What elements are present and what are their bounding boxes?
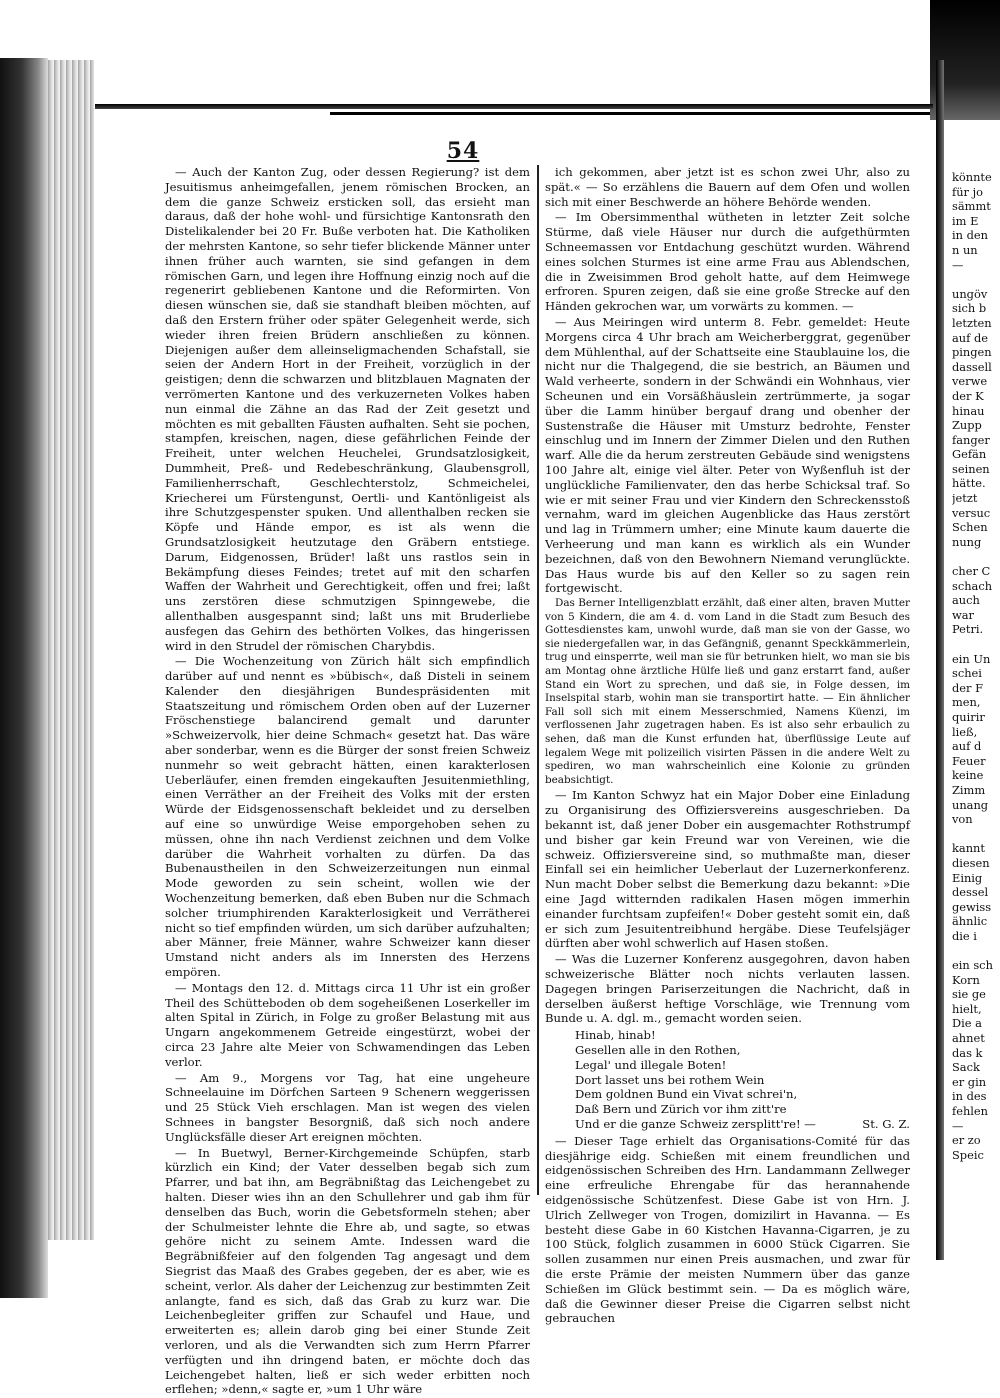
bleed-line: im E bbox=[952, 213, 979, 228]
bleed-line: — bbox=[952, 1118, 964, 1133]
poem-line: Gesellen alle in den Rothen, bbox=[575, 1042, 741, 1057]
header-rule bbox=[95, 104, 933, 109]
bleed-line: cher C bbox=[952, 564, 991, 579]
article-buetwyl: — In Buetwyl, Berner-Kirchgemeinde Schüpfen, starb kürzlich ein Kind; der Vater desselben begab sich zum Pfarrer, und bat ihn, am Begräbnißtag das Leichengebet zu halten. Dieser wies ihn an den Schullehrer und gab ihm für denselben das Buch, worin die Gebetsformeln stehen; aber der Schulmeister lehnte die Ehre ab, und sagte, so etwas gehöre nicht zu seinem Amte. Indessen ward die Begräbnißfeier auf den folgenden Tag angesagt und dem Siegrist das Maaß des Grabes gegeben, der es aber, wie es scheint, verlor. Als daher der Leichenzug zur bestimmten Zeit anlangte, fand es sich, daß das Grab zu kurz war. Die Leichenbegleiter griffen zur Schaufel und Haue, und erweiterten es; allein darob ging bei einer Stunde Zeit verloren, und als die Verwandten sich zum Herrn Pfarrer verfügten und ihn dringend baten, er möchte doch das Leichengebet halten, ließ er sich weder erbitten noch erflehen; »denn,« sagte er, »um 1 Uhr wäre bbox=[165, 1145, 530, 1397]
bleed-line: jetzt bbox=[952, 491, 978, 506]
bleed-line: auch bbox=[952, 593, 980, 608]
bleed-line bbox=[952, 549, 1000, 564]
bleed-line: er zo bbox=[952, 1133, 981, 1148]
bleed-line: Zupp bbox=[952, 418, 982, 433]
right-column bbox=[545, 165, 910, 1327]
bleed-line: verwe bbox=[952, 374, 988, 389]
bleed-line: Feuer bbox=[952, 753, 986, 768]
poem-line: Dem goldnen Bund ein Vivat schrei'n, bbox=[575, 1087, 798, 1102]
bleed-line: ließ, bbox=[952, 724, 978, 739]
column-divider bbox=[537, 165, 539, 1195]
bleed-line: ein sch bbox=[952, 958, 993, 973]
bleed-line: Einig bbox=[952, 870, 983, 885]
article-luzerner-konferenz: — Was die Luzerner Konferenz ausgegohren, davon haben schweizerische Blätter noch nichts verlauten lassen. Dagegen bringen Pariserzeitungen die Nachricht, daß in derselben äußerst heftige Vorschläge, wie Trennung vom Bunde u. A. dgl. m., gemacht worden seien. bbox=[545, 952, 910, 1026]
article-continuation: ich gekommen, aber jetzt ist es schon zwei Uhr, also zu spät.« — So erzählens die Bauern auf dem Ofen und wollen sich mit einer Beschwerde an höhere Behörde wenden. bbox=[545, 165, 910, 209]
bleed-line: sämmt bbox=[952, 199, 991, 214]
article-schneelauine: — Am 9., Morgens vor Tag, hat eine ungeheure Schneelauine im Dörfchen Sarteen 9 Schenern weggerissen und 25 Stück Vieh erschlagen. Man ist wegen des vielen Schnees in bangster Besorgniß, daß sich noch andere Unglücksfälle dieser Art ereignen möchten. bbox=[165, 1070, 530, 1144]
bleed-line: versuc bbox=[952, 505, 991, 520]
bleed-line bbox=[952, 637, 1000, 652]
bleed-line bbox=[952, 272, 1000, 287]
bleed-line: Sack bbox=[952, 1060, 980, 1075]
bleed-line: in den bbox=[952, 228, 988, 243]
bleed-line: hinau bbox=[952, 403, 985, 418]
bleed-line: Die a bbox=[952, 1016, 982, 1031]
bleed-line: in des bbox=[952, 1089, 987, 1104]
bleed-line: hätte. bbox=[952, 476, 986, 491]
bleed-line: ähnlic bbox=[952, 914, 988, 929]
bleed-line: er gin bbox=[952, 1074, 987, 1089]
bleed-line: quirir bbox=[952, 709, 985, 724]
article-schwyz: — Im Kanton Schwyz hat ein Major Dober eine Einladung zu Organisirung des Offiziersvereins ausgeschrieben. Da bekannt ist, daß jener Dober ein ausgemachter Rothstrumpf und bisher gar kein Freund war von Vereinen, wie die schweiz. Offiziersvereine sind, so muthmaßte man, dieser Einfall sei ein heimlicher Ueberlaut der Luzernerkonferenz. Nun macht Dober selbst die Bemerkung dazu bekannt: »Die eine Jagd witternden radikalen Hasen mögen immerhin einander furchtsam zupfeifen!« Dober gesteht somit ein, daß er sich zum Jesuitentreibhund hergäbe. Diese Teufelsjäger dürften aber wohl schwerlich auf Hasen stoßen. bbox=[545, 788, 910, 951]
bleed-line: Zimm bbox=[952, 782, 986, 797]
bleed-line: auf de bbox=[952, 330, 988, 345]
bleed-line: n un bbox=[952, 242, 978, 257]
bleed-line: der F bbox=[952, 680, 984, 695]
page-number: 54 bbox=[446, 138, 480, 164]
bleed-line: keine bbox=[952, 768, 984, 783]
bleed-line: ein Un bbox=[952, 651, 991, 666]
bleed-line: men, bbox=[952, 695, 981, 710]
bleed-line: das k bbox=[952, 1045, 983, 1060]
bleed-line: Petri. bbox=[952, 622, 984, 637]
bleed-line: sich b bbox=[952, 301, 987, 316]
bleed-line: dessel bbox=[952, 885, 989, 900]
bleed-line: schei bbox=[952, 666, 982, 681]
article-zug: — Auch der Kanton Zug, oder dessen Regierung? ist dem Jesuitismus anheimgefallen, jenem römischen Brocken, an dem die ganze Schweiz ersticken soll, das ersieht man daraus, daß der hohe wohl- und fürsichtige Kantonsrath den Distelikalender bei 20 Fr. Buße verboten hat. Die Katholiken der mehrsten Kantone, so sehr tiefer blickende Männer unter ihnen früher auch warnten, sie sind gefangen in dem römischen Garn, und legen ihre Hoffnung einzig noch auf die regenerirt gebliebenen Kantone und die Reformirten. Von diesen wünschen sie, daß sie standhaft bleiben möchten, auf daß den Erstern früher oder später Gelegenheit werde, sich wieder ihren freien Brüdern anschließen zu können. Diejenigen außer dem alleinseligmachenden Schafstall, sie seien der Andern Hort in der Freiheit, vorzüglich in der geistigen; denn die schwarzen und blitzblauen Magnaten der verrömerten Kantone und des verkuzerneten Volkes haben nun einmal die Zähne an das Rad der Zeit gesetzt und möchten es mit geballten Fäusten aufhalten. Seht sie pochen, stampfen, kreischen, nagen, diese gefährlichen Feinde der Freiheit, unter welchen Heuchelei, Grundsatzlosigkeit, Dummheit, Preß- und Redebeschränkung, Glaubensgroll, Familienherrschaft, Geschlechterstolz, Schmeichelei, Kriecherei um Fürstengunst, Oertli- und Kantönligeist als ihre Schutzgespenster spuken. Und allenthalben recken sie Köpfe und Hände empor, es ist als wenn die Grundsatzlosigkeit heutzutage den Gräbern entstiege. Darum, Eidgenossen, Brüder! laßt uns rastlos sein in Bekämpfung dieses Feindes; tretet auf mit den scharfen Waffen der Wahrheit und Gerechtigkeit, offen und frei; laßt uns zerstören diese schmutzigen Spinngewebe, die allenthalben ausgespannt sind; laßt uns mit Bruderliebe ausfegen das Gehirn des bethörten Volkes, das hingerissen wird in den Strudel der römischen Charybdis. bbox=[165, 165, 530, 653]
scan-binding-shadow bbox=[0, 58, 48, 1298]
bleed-line: könnte bbox=[952, 170, 992, 184]
poem-line: Daß Bern und Zürich vor ihm zitt're bbox=[575, 1102, 787, 1117]
bleed-line: fehlen bbox=[952, 1104, 989, 1118]
bleed-line: seinen bbox=[952, 461, 990, 476]
header-rule-secondary bbox=[330, 112, 930, 115]
bleed-line: letzten bbox=[952, 315, 992, 330]
bleed-line: von bbox=[952, 812, 973, 827]
bleed-line bbox=[952, 827, 1000, 842]
bleed-line: Gefän bbox=[952, 447, 987, 462]
bleed-line: Korn bbox=[952, 972, 980, 987]
bleed-line: diesen bbox=[952, 855, 990, 870]
bleed-line: — bbox=[952, 257, 964, 272]
bleed-line: die i bbox=[952, 928, 977, 943]
next-page-bleed-column bbox=[952, 170, 1000, 1162]
article-schuetzenfest: — Dieser Tage erhielt das Organisations-Comité für das diesjährige eidg. Schießen mit einem freundlichen und eidgenössischen Schreiben des Hrn. Landammann Zellweger eine erfreuliche Ehrengabe für das herannahende eidgenössische Schützenfest. Diese Gabe ist von Hrn. J. Ulrich Zellweger von Trogen, domizilirt in Havanna. — Es besteht diese Gabe in 60 Kistchen Havanna-Cigarren, je zu 100 Stück, folglich zusammen in 6000 Stück Cigarren. Sie sollen zusammen nur einen Preis ausmachen, und zwar für die erste Prämie der meisten Nummern über das ganze Schießen im Glück bestimmt sein. — Da es möglich wäre, daß die Gewinner dieser Preise die Cigarren selbst nicht gebrauchen bbox=[545, 1133, 910, 1326]
poem-line: Und er die ganze Schweiz zersplitt're! — bbox=[575, 1116, 816, 1131]
bleed-line: fanger bbox=[952, 432, 990, 447]
scan-page-edges bbox=[48, 60, 94, 1240]
article-meiringen: — Aus Meiringen wird unterm 8. Febr. gemeldet: Heute Morgens circa 4 Uhr brach am Weicherberggrat, gegenüber dem Mühlenthal, auf der Schattseite eine Staublauine los, die nicht nur die Thalgegend, die sie bestrich, an Bäumen und Wald verheerte, sondern in der Schwändi ein Wohnhaus, vier Scheunen und ein Vorsäßhäuslein zertrümmerte, ja sogar über die Lamm hinüber bergauf drang und obenher der Sustenstraße die Häuser mit Umsturz bedrohte, Fenster einschlug und im Innern der Zimmer Dielen und den Ruthen warf. Alle die da herum zerstreuten Gebäude sind wenigstens 100 Jahre alt, einige viel älter. Peter von Wyßenfluh ist der unglückliche Familienvater, den das herbe Schicksal traf. So wie er mit seiner Frau und vier Kindern den Schreckensstoß vernahm, ward im gleichen Augenblicke das Haus zerstört und lag in Trümmern umher; eine Minute kaum dauerte die Verheerung und man kann es wirklich als ein Wunder bezeichnen, daß von den Bewohnern Niemand verunglückte. Das Haus wurde bis auf den Keller so zu sagen rein fortgewischt. bbox=[545, 314, 910, 596]
poem-line: Legal' und illegale Boten! bbox=[575, 1057, 727, 1072]
poem-signature: St. G. Z. bbox=[862, 1116, 910, 1131]
bleed-line: der K bbox=[952, 388, 984, 403]
bleed-line: war bbox=[952, 607, 974, 622]
bleed-line bbox=[952, 943, 1000, 958]
article-obersimmenthal: — Im Obersimmenthal wütheten in letzter Zeit solche Stürme, daß viele Häuser nur durch die aufgethürmten Schneemassen vor Entdachung geschützt wurden. Während eines solchen Sturmes ist eine arme Frau aus Ablendschen, die in Zweisimmen Brod geholt hatte, auf dem Heimwege erfroren. Spuren zeigen, daß sie eine große Strecke auf den Händen gekrochen war, um vorwärts zu kommen. — bbox=[545, 210, 910, 314]
bleed-line: dassell bbox=[952, 359, 992, 374]
bleed-line: sie ge bbox=[952, 987, 986, 1002]
bleed-line: schach bbox=[952, 578, 993, 593]
poem-last-line bbox=[575, 1117, 910, 1132]
poem bbox=[575, 1028, 910, 1132]
article-berner-intelligenzblatt: Das Berner Intelligenzblatt erzählt, daß einer alten, braven Mutter von 5 Kindern, die am 4. d. vom Land in die Stadt zum Besuch des Gottesdienstes kam, unwohl wurde, daß man sie von der Gasse, wo sie niedergefallen war, in das Gefängniß, genannt Speckkämmerlein, trug und einsperrte, weil man sie für betrunken hielt, wo man sie bis am Montag ohne ärztliche Hülfe ließ und ganz erstarrt fand, außer Stand ein Wort zu sprechen, und daß sie, in Folge dessen, im Inselspital starb, wohin man sie transportirt hatte. — Ein ähnlicher Fall soll sich mit einem Messerschmied, Namens Küenzi, im verflossenen Jahr zugetragen haben. Es ist also sehr erbaulich zu sehen, daß man die Kunst erfunden hat, überflüssige Leute auf legalem Wege mit polizeilich visirten Pässen in die andere Welt zu spediren, wo man wahrscheinlich eine Kolonie zu gründen beabsichtigt. bbox=[545, 597, 910, 786]
bleed-line: pingen bbox=[952, 345, 992, 360]
bleed-line: unang bbox=[952, 797, 989, 812]
poem-line: Dort lasset uns bei rothem Wein bbox=[575, 1072, 765, 1087]
bleed-line: auf d bbox=[952, 739, 982, 754]
bleed-line: Schen bbox=[952, 520, 988, 535]
bleed-line: kannt bbox=[952, 841, 985, 856]
bleed-line: ahnet bbox=[952, 1031, 985, 1046]
article-zurich-spital: — Montags den 12. d. Mittags circa 11 Uhr ist ein großer Theil des Schütteboden ob dem sogeheißenen Loserkeller im alten Spital in Zürich, in Folge zu großer Belastung mit aus Ungarn angekommenem Getreide eingestürzt, wobei der circa 23 Jahre alte Meier von Schwamendingen das Leben verlor. bbox=[165, 980, 530, 1069]
article-wochenzeitung: — Die Wochenzeitung von Zürich hält sich empfindlich darüber auf und nennt es »bübisch«, daß Disteli in seinem Kalender den diesjährigen Bundespräsidenten mit Staatszeitung und römischem Orden oben auf der Luzerner Fröschenstiege balancirend gemalt und darunter »Schweizervolk, hier deine Schmach« gesetzt hat. Das wäre aber sonderbar, wenn es die Bürger der sonst freien Schweiz nunmehr so weit gebracht hätten, einen karakterlosen Ueberläufer, einen fremden eingekauften Jesuitenmiethling, einen Verräther an der Freiheit des Volks mit der ersten Würde der Eidsgenossenschaft bekleidet und zu derselben auf eine so unwürdige Weise emporgehoben sehen zu müssen, ohne ihn nach Verdienst zeichnen und dem Volke darüber die Wahrheit vorhalten zu dürfen. Da das Bubenaustheilen in den Schweizerzeitungen nun einmal Mode geworden zu sein scheint, wollen wie der Wochenzeitung bemerken, daß eben Buben nur die Schmach solcher triumphirenden Karakterlosigkeit und Verrätherei nicht so tief empfinden würden, um sich darüber aufzuhalten; aber Männer, freie Männer, wahre Schweizer kann dieser Umstand nicht anders als im Innersten des Herzens empören. bbox=[165, 654, 530, 980]
bleed-line: für jo bbox=[952, 184, 984, 199]
bleed-line: Speic bbox=[952, 1147, 984, 1162]
left-column bbox=[165, 165, 530, 1398]
bleed-line: gewiss bbox=[952, 899, 992, 914]
bleed-line: hielt, bbox=[952, 1001, 982, 1016]
poem-line: Hinab, hinab! bbox=[575, 1028, 656, 1043]
page-gutter-shadow bbox=[936, 60, 944, 1260]
bleed-line: ungöv bbox=[952, 286, 988, 301]
bleed-line: nung bbox=[952, 534, 982, 549]
